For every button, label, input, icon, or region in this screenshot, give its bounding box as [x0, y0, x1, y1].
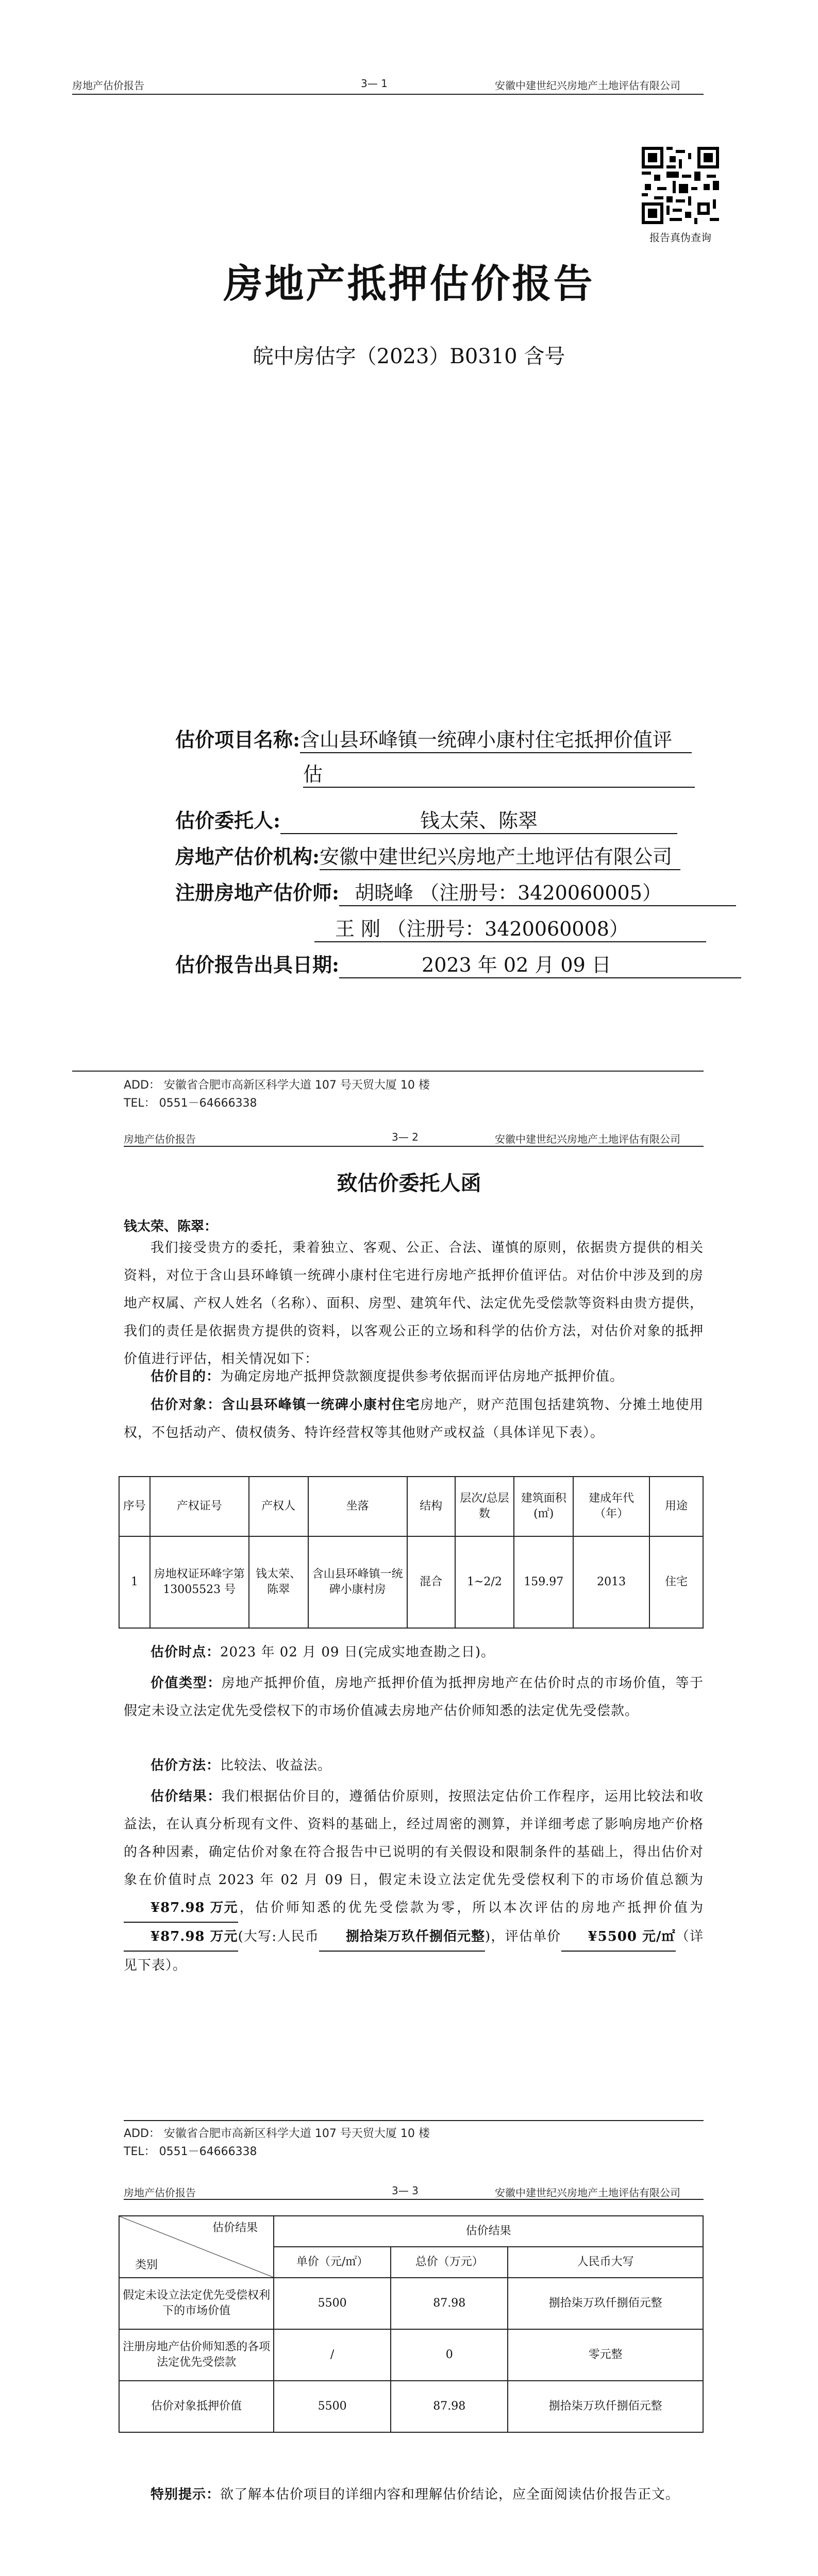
qr-caption: 报告真伪查询 — [649, 231, 711, 244]
col-location: 坐落 — [308, 1477, 407, 1536]
purpose-label: 估价目的： — [151, 1369, 221, 1384]
col-structure: 结构 — [407, 1477, 455, 1536]
cell-floors: 1~2/2 — [455, 1536, 514, 1628]
type-paragraph — [124, 1669, 704, 1725]
cell-structure: 混合 — [407, 1536, 455, 1628]
project-name-value-cont: 估 — [303, 758, 695, 788]
institution-field — [175, 841, 680, 870]
header-rule — [72, 94, 704, 95]
cell-location: 含山县环峰镇一统碑小康村房 — [308, 1536, 407, 1628]
result-text-5: （详见下表）。 — [124, 1929, 704, 1973]
row-rmb-words: 捌拾柒万玖仟捌佰元整 — [508, 2278, 703, 2329]
appraiser-2: 王 刚 （注册号：3420060008） — [314, 913, 706, 942]
type-text: 房地产抵押价值，房地产抵押价值为抵押房地产在估价时点的市场价值，等于假定未设立法定优先受偿权下的市场价值减去房地产估价师知悉的法定优先受偿款。 — [124, 1675, 704, 1719]
col-year: 建成年代（年） — [573, 1477, 649, 1536]
letter-salutation: 钱太荣、陈翠： — [124, 1219, 218, 1234]
page-header-left: 房地产估价报告 — [124, 2187, 196, 2199]
row-total-price: 87.98 — [391, 2381, 508, 2432]
result-text-3: (大写:人民币 — [238, 1929, 320, 1944]
page-header-right: 安徽中建世纪兴房地产土地评估有限公司 — [495, 79, 680, 92]
purpose-paragraph — [124, 1363, 704, 1391]
result-group-header: 估价结果 — [274, 2216, 703, 2247]
table-row — [119, 2381, 703, 2432]
object-text: 房地产，财产范围包括建筑物、分摊土地使用权，不包括动产、债权债务、特许经营权等其他财产或权益（具体详见下表）。 — [124, 1397, 704, 1440]
client-field — [175, 805, 677, 834]
method-label: 估价方法： — [151, 1758, 221, 1773]
cell-usage: 住宅 — [649, 1536, 703, 1628]
project-name-label: 估价项目名称: — [175, 728, 301, 751]
property-table-header — [119, 1477, 703, 1536]
appraiser-field-2 — [314, 913, 706, 942]
cell-owner: 钱太荣、陈翠 — [249, 1536, 308, 1628]
col-cert: 产权证号 — [150, 1477, 249, 1536]
method-text: 比较法、收益法。 — [220, 1758, 332, 1773]
row-category: 估价对象抵押价值 — [119, 2381, 274, 2432]
result-label: 估价结果： — [151, 1789, 222, 1804]
page-header-right: 安徽中建世纪兴房地产土地评估有限公司 — [495, 2187, 680, 2199]
row-unit-price: 5500 — [274, 2381, 391, 2432]
institution-label: 房地产估价机构: — [175, 845, 320, 868]
object-name: 含山县环峰镇一统碑小康村住宅 — [221, 1397, 420, 1413]
row-category: 注册房地产估价师知悉的各项法定优先受偿款 — [119, 2329, 274, 2381]
footer-address: ADD： 安徽省合肥市高新区科学大道 107 号天贸大厦 10 楼 — [124, 1079, 430, 1092]
footer-tel: TEL： 0551－64666338 — [124, 2145, 257, 2158]
col-unit-price: 单价（元/㎡） — [274, 2247, 391, 2278]
cover-title: 房地产抵押估价报告 — [223, 261, 595, 307]
letter-title: 致估价委托人函 — [337, 1171, 481, 1195]
header-rule — [124, 2199, 704, 2200]
row-rmb-words: 零元整 — [508, 2329, 703, 2381]
object-paragraph — [124, 1391, 704, 1447]
market-value: ¥87.98 万元 — [124, 1894, 238, 1923]
appraiser-label: 注册房地产估价师: — [175, 881, 340, 904]
col-area: 建筑面积(㎡) — [514, 1477, 573, 1536]
diagonal-header-cell — [119, 2216, 274, 2278]
cell-area: 159.97 — [514, 1536, 573, 1628]
value-in-words: 捌拾柒万玖仟捌佰元整 — [319, 1923, 485, 1952]
letter-intro — [124, 1234, 704, 1373]
col-floors: 层次/总层数 — [455, 1477, 514, 1536]
institution-value: 安徽中建世纪兴房地产土地评估有限公司 — [320, 841, 680, 870]
report-number: 皖中房估字（2023）B0310 含号 — [253, 345, 565, 368]
diag-bottom-label: 类别 — [135, 2259, 158, 2272]
footer-address: ADD： 安徽省合肥市高新区科学大道 107 号天贸大厦 10 楼 — [124, 2127, 430, 2140]
col-seq: 序号 — [119, 1477, 150, 1536]
result-text-1: 我们根据估价目的，遵循估价原则，按照法定估价工作程序，运用比较法和收益法，在认真分析现有文件、资料的基础上，经过周密的测算，并详细考虑了影响房地产价格的各种因素，确定估价对象在符合报告中已说明的有关假设和限制条件的基础上，得出估价对象在价值时点 2023 年 02 月 09 日，假定未设立法定优先受偿权利下的市场价值总额为 — [124, 1789, 704, 1888]
page-header-left: 房地产估价报告 — [72, 79, 144, 92]
result-paragraph — [124, 1783, 704, 1979]
col-owner: 产权人 — [249, 1477, 308, 1536]
type-label: 价值类型： — [151, 1675, 222, 1691]
row-category: 假定未设立法定优先受偿权利下的市场价值 — [119, 2278, 274, 2329]
method-paragraph — [124, 1752, 704, 1780]
page-number: 3— 1 — [361, 77, 388, 90]
footer-tel: TEL： 0551－64666338 — [124, 1097, 257, 1110]
col-usage: 用途 — [649, 1477, 703, 1536]
project-name-field-cont — [303, 758, 695, 788]
time-paragraph — [124, 1638, 704, 1666]
cell-seq: 1 — [119, 1536, 150, 1628]
purpose-text: 为确定房地产抵押贷款额度提供参考依据而评估房地产抵押价值。 — [220, 1369, 624, 1384]
page-header-right: 安徽中建世纪兴房地产土地评估有限公司 — [495, 1133, 680, 1145]
mortgage-value: ¥87.98 万元 — [124, 1923, 238, 1952]
page-number: 3— 2 — [392, 1131, 419, 1143]
result-text-4: )，评估单价 — [485, 1929, 561, 1944]
special-note — [124, 2481, 704, 2509]
col-rmb-words: 人民币大写 — [508, 2247, 703, 2278]
cell-year: 2013 — [573, 1536, 649, 1628]
page-number: 3— 3 — [392, 2184, 419, 2197]
header-rule — [124, 1146, 704, 1147]
client-value: 钱太荣、陈翠 — [280, 805, 677, 834]
row-rmb-words: 捌拾柒万玖仟捌佰元整 — [508, 2381, 703, 2432]
issue-date-field — [175, 949, 741, 978]
row-unit-price: 5500 — [274, 2278, 391, 2329]
page-header-left: 房地产估价报告 — [124, 1133, 196, 1145]
appraiser-field — [175, 877, 736, 906]
footer-rule — [72, 1071, 704, 1072]
qr-code[interactable] — [642, 147, 719, 224]
table-row — [119, 1536, 703, 1628]
special-note-text: 欲了解本估价项目的详细内容和理解估价结论，应全面阅读估价报告正文。 — [220, 2487, 680, 2502]
table-row — [119, 2329, 703, 2381]
row-total-price: 87.98 — [391, 2278, 508, 2329]
special-note-label: 特别提示： — [151, 2487, 221, 2502]
project-name-field — [175, 724, 692, 753]
issue-date-label: 估价报告出具日期: — [175, 953, 340, 976]
cell-cert: 房地权证环峰字第 13005523 号 — [150, 1536, 249, 1628]
row-unit-price: / — [274, 2329, 391, 2381]
appraiser-1: 胡晓峰 （注册号：3420060005） — [339, 877, 736, 906]
project-name-value: 含山县环峰镇一统碑小康村住宅抵押价值评 — [300, 724, 692, 753]
table-row — [119, 2278, 703, 2329]
diag-top-label: 估价结果 — [212, 2222, 258, 2234]
result-text-2: ，估价师知悉的优先受偿款为零，所以本次评估的房地产抵押价值为 — [238, 1900, 704, 1916]
object-label: 估价对象： — [151, 1397, 222, 1413]
footer-rule — [124, 2120, 704, 2121]
letter-intro-text: 我们接受贵方的委托，秉着独立、客观、公正、合法、谨慎的原则，依据贵方提供的相关资料，对位于含山县环峰镇一统碑小康村住宅进行房地产抵押价值评估。对估价中涉及到的房地产权属、产权人姓名（名称）、面积、房型、建筑年代、法定优先受偿款等资料由贵方提供，我们的责任是依据贵方提供的资料，以客观公正的立场和科学的估价方法，对估价对象的抵押价值进行评估，相关情况如下： — [124, 1240, 704, 1367]
issue-date-value: 2023 年 02 月 09 日 — [339, 949, 741, 978]
valuation-summary-table — [119, 2215, 704, 2433]
client-label: 估价委托人: — [175, 809, 281, 832]
time-text: 2023 年 02 月 09 日(完成实地查勘之日)。 — [220, 1645, 495, 1660]
row-total-price: 0 — [391, 2329, 508, 2381]
property-table — [119, 1476, 704, 1629]
time-label: 估价时点： — [151, 1645, 221, 1660]
unit-price: ¥5500 元/㎡ — [561, 1923, 676, 1952]
col-total-price: 总价（万元） — [391, 2247, 508, 2278]
